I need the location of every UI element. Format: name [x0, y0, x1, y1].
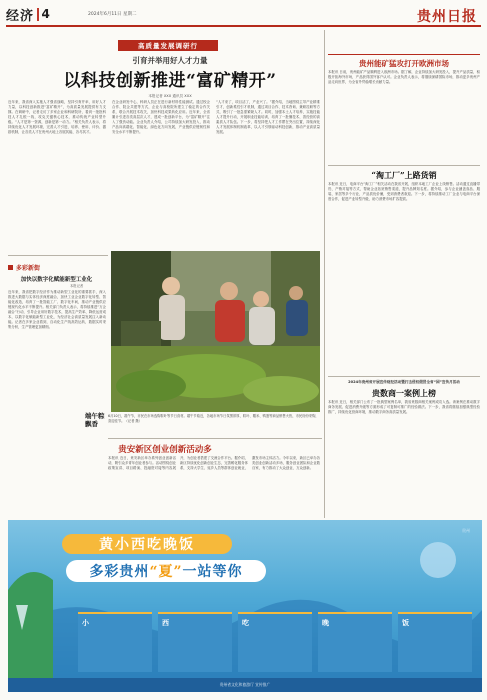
section-feature-header — [8, 263, 40, 272]
right-story3-body: 本报讯 近日，相关部门公布了一批典型案例名单，我省贵数商相关案例成功入选。该案例在推动数字商务发展、促进消费升级等方面形成了可复制可推广的经验做法。下一步，我省将继续加强典型经验推广，持续优化营商环境，推动数字商务高质量发展。 — [328, 400, 480, 414]
lead-byline: 本报记者 XXX 通讯员 XXX — [148, 94, 192, 98]
ad-title-line1: 黄小西吃晚饭 — [62, 534, 232, 554]
ad-panel-label: 西 — [162, 619, 169, 627]
ad-panel-label: 小 — [82, 619, 89, 627]
story2-title[interactable]: 贵安新区创业创新活动多 — [118, 445, 212, 455]
issue-date: 2024年6月11日 星期二 — [88, 12, 137, 17]
ad-panel — [238, 612, 312, 672]
right-story1-title[interactable]: 贵州能矿猛攻打开欧洲市场 — [359, 59, 449, 68]
section-marker-icon — [8, 265, 13, 270]
tourism-ad-banner[interactable] — [8, 520, 482, 692]
right-rule-3 — [328, 376, 480, 377]
right-story3-kicker: 2024年贵州省开展宣传财经活动暨打击侵权假冒全省“国”宣传月活动 — [348, 380, 460, 384]
ad-logo: 贵州 — [462, 528, 470, 533]
right-top-rule — [328, 54, 480, 55]
section-feature-label: 多彩新街 — [16, 265, 41, 272]
section-name: 经济 — [6, 8, 35, 24]
story2-body: 本报讯 近日，贵安新区举办系列创业创新活动，吸引众多青年创业者参与。活动围绕创业政策宣讲、项目路演、投融资对接等内容展开，为创业者搭建了交流合作平台。据介绍，新区持续优化创新创业生态，完善孵化服务体系，支持大学生、返乡人员等群体创业就业，激发市场主体活力。今年以来，新区已举办各类创业创新活动多场，服务创业团队和企业数百家，有力推动了大众创业、万众创新。 — [108, 456, 320, 470]
photo-caption: 6月10日，端午节，市民在市场选购粽叶等节日食材。端午节临近，各地市场节日氛围浓厚，粽叶、糯米、鸭蛋等商品销售火热，市民纷纷采购，喜迎佳节。（记者 摄） — [108, 414, 319, 423]
right-story2-title[interactable]: “淘工厂”上路货销 — [371, 170, 437, 180]
header-rule — [6, 25, 481, 27]
masthead-left — [6, 6, 50, 22]
right-story1-body: 本报讯 日前，贵州能矿产品顺利进入欧洲市场。据了解，企业持续加大研发投入，提升产品质量，积极开拓海外市场，产品获得国外客户认可。企业负责人表示，将继续深耕国际市场，推动更多贵州产品走向世界，为全省外贸稳增长贡献力量。 — [328, 70, 480, 84]
section-feature-title[interactable]: 加快以数字化赋能新型工业化 — [20, 277, 93, 283]
column-badge: 高质量发展调研行 — [118, 40, 218, 51]
ad-footer: 贵州省文化和旅游厅 宣传推广 — [8, 678, 482, 692]
story2-top-rule — [108, 438, 322, 439]
ad-panel-label: 晚 — [322, 619, 329, 627]
lead-body-col3: “人才来了，项目活了，产业兴了。”据介绍，当地围绕主导产业精准引才，创新柔性引才机制，通过项目合作、技术咨询、兼职挂职等方式，吸引了一批急需紧缺人才。同时，加强本土人才培养，实施技能人才提升行动，开展职业技能培训，培育了一批懂技术、善经营的高素质人才队伍。下一步，将坚持把人才工作摆在突出位置，持续深化人才发展体制机制改革，以人才引领驱动科技创新，推动产业高质量发展。 — [216, 100, 320, 134]
ad-panel — [78, 612, 152, 672]
section-feature-byline: 本报记者 — [70, 284, 84, 288]
right-story3-title[interactable]: 贵数商一案例上榜 — [372, 388, 436, 398]
ad-title-part1: 多彩贵州 — [89, 564, 150, 580]
lead-headline[interactable]: 以科技创新推进“富矿精开” — [63, 71, 277, 91]
ad-title-highlight: “夏” — [149, 564, 183, 580]
section-divider — [37, 8, 39, 21]
lead-body-col1: 近年来，我省深入实施人才强省战略，坚持引育并举，用好人才力量，以科技创新推进“富矿精开”，为高质量发展提供有力支撑。在调研中，记者走访了多家企业和科研院所，看到一批批科技人才扎根一线，攻克关键核心技术，推动传统产业转型升级。“人才是第一资源，创新是第一动力。”相关负责人表示，将持续优化人才发展环境，完善人才引进、培养、使用、评价、激励机制，让各类人才在贵州大地上各展其能、各尽其才。 — [8, 100, 106, 134]
right-story2-body: 本报讯 近日，电商平台“淘工厂”相关活动在我省开展，组织本地工厂企业上线销售。活动通过直播带货、产销对接等方式，帮助企业拓宽销售渠道，提升品牌知名度。据介绍，参与企业涵盖食品、服装、家居等多个行业，产品质优价廉，受到消费者欢迎。下一步，将持续推动工厂企业与电商平台深度合作，促进产业转型升级，助力消费市场扩容提质。 — [328, 182, 480, 201]
column-divider — [324, 30, 325, 518]
ad-panel — [158, 612, 232, 672]
ad-title-part3: 一站等你 — [182, 564, 243, 580]
market-photo-illustration — [111, 251, 320, 412]
photo-caption-title: 端午粽飘香 — [85, 412, 105, 428]
ad-panel — [398, 612, 472, 672]
paper-logo: 贵州日报 — [417, 9, 477, 25]
section-feature-body: 近年来，我省把数字经济作为推动新型工业化的重要抓手，深入推进大数据与实体经济深度融合，加快工业企业数字化转型、智能化改造，培育了一批智能工厂、数字化车间，推动产业链供应链现代化水平不断提升。相关部门负责人表示，将持续推进“万企融合”行动，引导企业用好数字技术，提高生产效率、降低运营成本，以数字化赋能新型工业化，为经济社会高质量发展注入新动能。记者在多家企业看到，自动化生产线高效运转，数据实时采集分析，生产管理更加精细。 — [8, 290, 106, 329]
ad-title-line2 — [66, 560, 266, 582]
ad-panel-label: 吃 — [242, 619, 249, 627]
market-photo — [111, 251, 320, 412]
section-divider-line — [8, 255, 108, 256]
ad-scenery-strip — [78, 612, 472, 672]
page-number: 4 — [41, 7, 50, 21]
lead-body-col2: 在企业研发中心，科研人员正在进行新材料性能测试。通过校企合作、院企共建等方式，企业与高校院所建立了稳定的合作关系，联合开展技术攻关，加快科技成果转化应用。近年来，全省累计引进各类高层次人才，建成一批创新平台，为“富矿精开”注入了强劲动能。企业负责人介绍，公司持续加大研发投入，推动产品向高端化、智能化、绿色化方向发展，产业链供应链韧性和安全水平不断提升。 — [112, 100, 210, 134]
right-rule-2 — [328, 165, 480, 166]
ad-panel — [318, 612, 392, 672]
ad-panel-label: 饭 — [402, 619, 409, 627]
lead-kicker: 引育并举用好人才力量 — [132, 56, 208, 65]
